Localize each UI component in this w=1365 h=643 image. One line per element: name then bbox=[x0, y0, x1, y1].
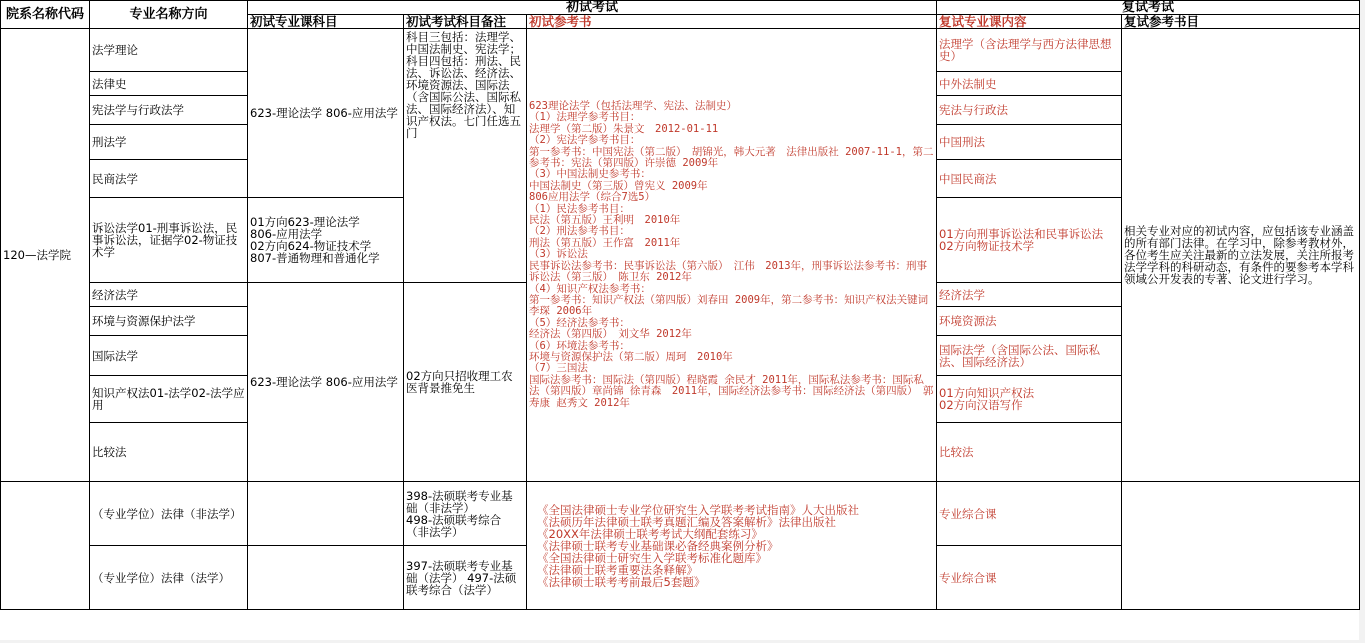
re-content-cell: 宪法与行政法 bbox=[937, 96, 1122, 125]
re-content-cell: 01方向刑事诉讼法和民事诉讼法 02方向物证技术学 bbox=[937, 198, 1122, 283]
note-cell-jm2: 397-法硕联考专业基础（法学） 497-法硕联考综合（法学） bbox=[404, 546, 527, 610]
subject-cell-group1: 623-理论法学 806-应用法学 bbox=[248, 29, 404, 198]
re-content-cell: 专业综合课 bbox=[937, 482, 1122, 546]
re-books-cell-jm bbox=[1122, 482, 1360, 610]
re-content-cell: 中外法制史 bbox=[937, 72, 1122, 96]
header-major-direction: 专业名称方向 bbox=[90, 1, 248, 29]
re-content-cell: 01方向知识产权法 02方向汉语写作 bbox=[937, 376, 1122, 423]
re-content-cell: 国际法学（含国际公法、国际私法、国际经济法） bbox=[937, 336, 1122, 376]
re-content-cell: 中国刑法 bbox=[937, 125, 1122, 160]
major-cell: 法学理论 bbox=[90, 29, 248, 72]
header-first-books: 初试参考书 bbox=[527, 15, 937, 29]
major-cell: （专业学位）法律（法学） bbox=[90, 546, 248, 610]
major-cell: 民商法学 bbox=[90, 160, 248, 198]
subject-cell-group3: 623-理论法学 806-应用法学 bbox=[248, 283, 404, 482]
subject-cell-jm1 bbox=[248, 482, 404, 546]
major-cell: 知识产权法01-法学02-法学应用 bbox=[90, 376, 248, 423]
re-books-cell: 相关专业对应的初试内容，应包括该专业涵盖的所有部门法律。在学习中，除参考教材外，各位考生应关注最新的立法发展，关注所报考法学学科的科研动态，有条件的要参考本学科领域公开发表的专著、论文进行学习。 bbox=[1122, 29, 1360, 482]
header-first-note: 初试考试科目备注 bbox=[404, 15, 527, 29]
re-content-cell: 经济法学 bbox=[937, 283, 1122, 307]
header-first-exam: 初试考试 bbox=[248, 1, 937, 15]
major-cell: 国际法学 bbox=[90, 336, 248, 376]
re-content-cell: 中国民商法 bbox=[937, 160, 1122, 198]
subject-cell-group2: 01方向623-理论法学 806-应用法学 02方向624-物证技术学 807-普通物理和普通化学 bbox=[248, 198, 404, 283]
re-content-cell: 比较法 bbox=[937, 423, 1122, 482]
re-content-cell: 环境资源法 bbox=[937, 307, 1122, 336]
note-cell-group3: 02方向只招收理工农医背景推免生 bbox=[404, 283, 527, 482]
books-main-cell: 623理论法学（包括法理学、宪法、法制史） （1）法理学参考书目： 法理学（第二版）朱景文 2012-01-11 （2）宪法学参考书目： 第一参考书：中国宪法（第二版） 胡锦光，韩大元著 法律出版社 2007-11-1，第二参考书：宪法（第四版）许崇德 2009年 （3）中国法制史参考书： 中国法制史（第三版）曾宪义 2009年 806应用法学（综合7选5） （1）民法参考书目： 民法（第五版）王利明 2010年 （2）刑法参考书目： 刑法（第五版）王作富 2011年 （3）诉讼法 民事诉讼法参考书：民事诉讼法（第六版） 江伟 2013年，刑事诉讼法参考书：刑事诉讼法（第三版） 陈卫东 2012年 （4）知识产权法参考书： 第一参考书：知识产权法（第四版）刘春田 2009年，第二参考书：知识产权法关键词 李琛 2006年 （5）经济法参考书： 经济法（第四版） 刘文华 2012年 （6）环境法参考书： 环境与资源保护法（第二版）周珂 2010年 （7）三国法 国际法参考书：国际法（第四版）程晓霞 余民才 2011年，国际私法参考书：国际私法（第四版）章尚锦 徐青森 2011年，国际经济法参考书：国际经济法（第四版） 郭寿康 赵秀文 2012年 bbox=[527, 29, 937, 482]
note-cell-group1: 科目三包括：法理学、中国法制史、宪法学；科目四包括：刑法、民法、诉讼法、经济法、环境资源法、国际法（含国际公法、国际私法、国际经济法）、知识产权法。七门任选五门 bbox=[404, 29, 527, 198]
major-cell: 环境与资源保护法学 bbox=[90, 307, 248, 336]
dept-cell-blank bbox=[1, 482, 90, 610]
re-content-cell: 专业综合课 bbox=[937, 546, 1122, 610]
books-jm-cell: 《全国法律硕士专业学位研究生入学联考考试指南》人大出版社 《法硕历年法律硕士联考真题汇编及答案解析》法律出版社 《20XX年法律硕士联考考试大纲配套练习》 《法律硕士联考专业基础课必备经典案例分析》 《全国法律硕士研究生入学联考标准化题库》 《法律硕士联考重要法条释解》 《法律硕士联考考前最后5套题》 bbox=[527, 482, 937, 610]
major-cell: 经济法学 bbox=[90, 283, 248, 307]
header-re-exam: 复试考试 bbox=[937, 1, 1360, 15]
header-re-content: 复试专业课内容 bbox=[937, 15, 1122, 29]
dept-cell: 120—法学院 bbox=[1, 29, 90, 482]
note-cell-jm1: 398-法硕联考专业基础（非法学） 498-法硕联考综合（非法学） bbox=[404, 482, 527, 546]
major-cell: （专业学位）法律（非法学） bbox=[90, 482, 248, 546]
note-cell-group2 bbox=[404, 198, 527, 283]
major-cell: 刑法学 bbox=[90, 125, 248, 160]
header-re-books: 复试参考书目 bbox=[1122, 15, 1360, 29]
re-content-cell: 法理学（含法理学与西方法律思想史） bbox=[937, 29, 1122, 72]
major-cell: 诉讼法学01-刑事诉讼法，民事诉讼法，证据学02-物证技术学 bbox=[90, 198, 248, 283]
major-cell: 比较法 bbox=[90, 423, 248, 482]
major-cell: 法律史 bbox=[90, 72, 248, 96]
header-first-subject: 初试专业课科目 bbox=[248, 15, 404, 29]
major-cell: 宪法学与行政法学 bbox=[90, 96, 248, 125]
subject-cell-jm2 bbox=[248, 546, 404, 610]
header-dept-code: 院系名称代码 bbox=[1, 1, 90, 29]
